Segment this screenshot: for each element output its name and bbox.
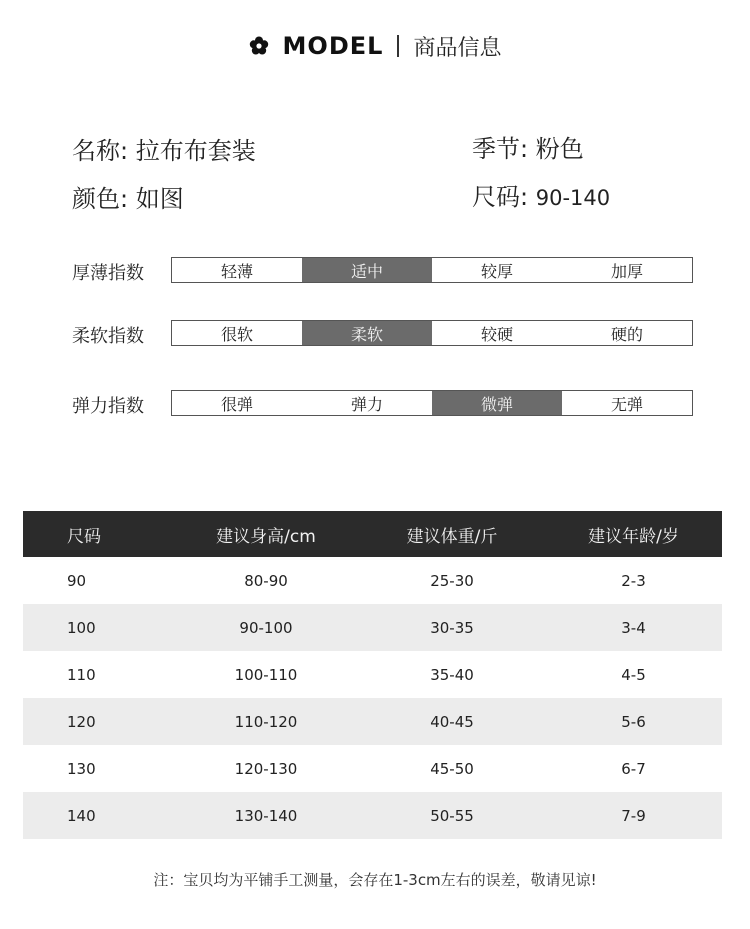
col-header-age: 建议年龄/岁 (545, 511, 722, 557)
table-row (23, 698, 722, 745)
softness-option: 较硬 (480, 324, 513, 344)
elasticity-option: 弹力 (350, 394, 383, 414)
cell-weight: 50-55 (359, 792, 545, 839)
cell-size: 130 (67, 759, 96, 778)
thickness-option: 较厚 (480, 261, 513, 281)
elasticity-option: 很弹 (220, 394, 253, 414)
header-subtitle: 商品信息 (413, 35, 502, 61)
size-chart-table (23, 511, 722, 839)
cell-age: 6-7 (621, 759, 646, 778)
table-row (23, 745, 722, 792)
page-header (0, 30, 750, 62)
table-row (23, 557, 722, 604)
cell-weight: 35-40 (430, 665, 474, 684)
elasticity-label: 弹力指数 (72, 396, 144, 417)
softness-option: 很软 (220, 324, 253, 344)
cell-age: 5-6 (545, 698, 722, 745)
cell-weight: 25-30 (430, 571, 474, 590)
table-row (23, 651, 722, 698)
header-divider (397, 35, 399, 57)
cell-age: 7-9 (545, 792, 722, 839)
color-label: 颜色: (72, 185, 129, 213)
elasticity-option: 无弹 (610, 394, 643, 414)
thickness-option: 加厚 (610, 261, 643, 281)
cell-size: 140 (23, 792, 173, 839)
thickness-option: 轻薄 (220, 261, 253, 281)
thickness-index-bar (171, 257, 693, 283)
softness-label: 柔软指数 (72, 326, 144, 347)
size-label: 尺码: (472, 183, 529, 211)
cell-height: 80-90 (244, 571, 288, 590)
cell-height: 130-140 (173, 792, 359, 839)
cell-age: 3-4 (545, 604, 722, 651)
measurement-note: 注：宝贝均为平铺手工测量，会存在1-3cm左右的误差，敬请见谅! (153, 871, 597, 889)
color-value: 如图 (135, 185, 184, 213)
softness-option: 硬的 (610, 324, 643, 344)
softness-index-bar (171, 320, 693, 346)
cell-age: 2-3 (621, 571, 646, 590)
col-header-weight: 建议体重/斤 (359, 511, 545, 557)
cell-height: 120-130 (234, 759, 298, 778)
cell-size: 100 (23, 604, 173, 651)
thickness-label: 厚薄指数 (72, 263, 144, 284)
cell-height: 100-110 (234, 665, 298, 684)
product-size (472, 177, 610, 212)
table-header-row (23, 511, 722, 557)
cell-size: 110 (67, 665, 96, 684)
elasticity-option: 微弹 (432, 391, 562, 415)
cell-size: 120 (23, 698, 173, 745)
cell-weight: 40-45 (359, 698, 545, 745)
cell-weight: 45-50 (430, 759, 474, 778)
cell-weight: 30-35 (359, 604, 545, 651)
product-color (72, 179, 184, 214)
thickness-option: 适中 (302, 258, 432, 282)
cell-size: 90 (67, 571, 87, 590)
cell-age: 4-5 (621, 665, 646, 684)
size-value: 90-140 (535, 186, 611, 210)
elasticity-index-bar (171, 390, 693, 416)
brand-title: MODEL (282, 32, 384, 60)
col-header-size: 尺码 (23, 511, 173, 557)
softness-option: 柔软 (302, 321, 432, 345)
season-label: 季节: (472, 135, 529, 163)
product-season (472, 129, 584, 164)
product-name (72, 131, 256, 166)
col-header-height: 建议身高/cm (173, 511, 359, 557)
season-value: 粉色 (535, 135, 584, 163)
name-label: 名称: (72, 137, 129, 165)
table-row (23, 604, 722, 651)
name-value: 拉布布套装 (135, 137, 256, 165)
cell-height: 90-100 (173, 604, 359, 651)
cell-height: 110-120 (173, 698, 359, 745)
flower-icon (249, 36, 269, 56)
table-row (23, 792, 722, 839)
